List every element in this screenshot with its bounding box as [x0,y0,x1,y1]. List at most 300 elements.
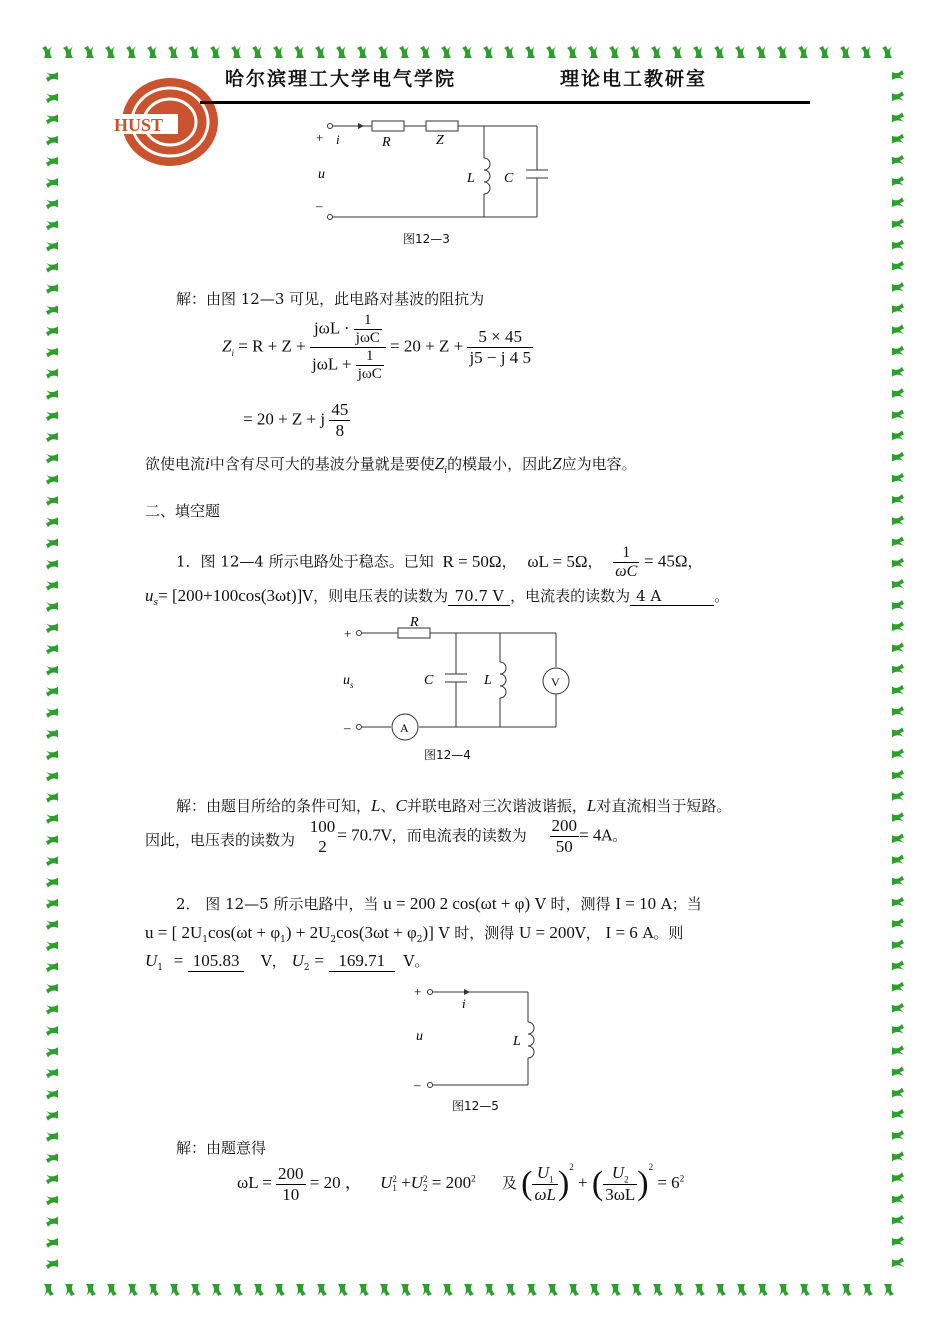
fig4-us: $u_s$ [343,673,354,690]
sol2-C: C [395,796,407,815]
q2-I-eq: I = 10 [615,894,657,913]
border-arrow-mark [892,452,904,462]
border-arrow-mark [892,91,904,101]
border-arrow-mark [546,46,556,58]
border-arrow-mark [46,220,58,230]
border-arrow-mark [422,1284,432,1296]
border-arrow-mark [884,1284,894,1296]
border-arrow-mark [569,1284,579,1296]
border-arrow-mark [46,984,58,994]
border-arrow-mark [892,982,904,992]
border-arrow-mark [443,1284,453,1296]
border-arrow-mark [892,197,904,207]
sol2-line2-c: A。 [601,826,628,845]
circuit-figure-12-4 [330,612,580,762]
eq2-part-a: = 20 + Z + j [243,409,326,429]
fraction-5x45 [467,327,533,368]
q2-U-eq: U = 200 [519,923,575,942]
border-arrow-mark [861,46,871,58]
border-arrow-mark [441,46,451,58]
big-fraction [310,312,386,383]
border-arrow-mark [46,114,58,124]
fig5-L: L [513,1034,521,1049]
fraction-45-8 [329,400,350,441]
fig4-C: C [424,673,434,688]
f2-num: 5 × 45 [467,327,533,348]
border-arrow-mark [892,112,904,122]
q2-u-eq: u = 200 2 cos(ωt + φ) [383,894,531,913]
border-arrow-mark [46,305,58,315]
q2-line2 [145,922,683,945]
border-arrow-mark [46,708,58,718]
border-arrow-mark [892,388,904,398]
q1-frac-n: 1 [613,544,639,563]
border-arrow-mark [46,623,58,633]
f1-den-f-n: 1 [356,348,384,366]
border-arrow-mark [294,46,304,58]
concl-b: 中含有尽可大的基波分量就是要使 [209,455,435,473]
border-arrow-mark [892,1172,904,1182]
border-arrow-mark [892,1003,904,1013]
border-arrow-mark [401,1284,411,1296]
border-arrow-mark [798,46,808,58]
border-arrow-mark [892,240,904,250]
sol2-line2-b: V，而电流表的读数为 [380,826,527,845]
fig4-minus: – [344,720,351,735]
sol3-f3-d: 3ωL [605,1185,636,1205]
border-arrow-mark [46,326,58,336]
q2-line1-b: V 时，测得 [534,895,611,913]
border-arrow-mark [46,1132,58,1142]
border-arrow-mark [892,346,904,356]
border-arrow-mark [46,560,58,570]
border-arrow-mark [892,685,904,695]
sol3-intro: 解：由题意得 [176,1139,267,1157]
sol3-U2: U [410,1173,424,1192]
border-arrow-mark [46,962,58,972]
sol3-eq2-sup: 2 [471,1173,476,1184]
q2-l2-m3: cos(3ωt + φ [336,923,417,942]
sol3-U1-sub: 1 [392,1183,397,1194]
border-arrow-mark [548,1284,558,1296]
q1-f-eq: = 45Ω [644,551,688,571]
concl-i: i [205,454,210,473]
eq1-part-a: = R + Z + [238,336,306,356]
fig3-u: u [318,167,325,182]
border-arrow-mark [46,1047,58,1057]
q2-sub3: 2 [330,935,337,945]
sol3-f3-n-sub: 2 [624,1174,629,1185]
border-arrow-mark [296,1284,306,1296]
concl-Z: Z [434,454,445,473]
border-arrow-mark [46,666,58,676]
border-arrow-mark [693,46,703,58]
border-arrow-mark [892,494,904,504]
q1-wL: ωL = 5Ω [527,551,588,571]
q2-sub2: 1 [280,935,286,945]
border-arrow-mark [46,432,58,442]
border-arrow-mark [630,46,640,58]
border-arrow-mark [46,644,58,654]
concl-Z2: Z [552,454,562,473]
border-arrow-mark [46,814,58,824]
border-arrow-mark [892,939,904,949]
border-arrow-mark [892,579,904,589]
q1-us-eq: = [200+100cos(3ωt)] [158,586,303,605]
border-arrow-mark [892,367,904,377]
border-arrow-mark [46,1238,58,1248]
border-arrow-mark [317,1284,327,1296]
border-arrow-mark [756,46,766,58]
border-arrow-mark [128,1284,138,1296]
border-arrow-mark [892,1257,904,1267]
border-arrow-mark [892,1236,904,1246]
sol3-f2-d: ωL [534,1185,556,1205]
border-arrow-mark [46,72,58,82]
border-arrow-mark [46,93,58,103]
border-arrow-mark [254,1284,264,1296]
border-arrow-mark [892,791,904,801]
eq1-part-b: = 20 + Z + [390,336,464,356]
border-arrow-mark [892,261,904,271]
border-arrow-mark [46,750,58,760]
border-arrow-mark [882,46,892,58]
border-arrow-mark [210,46,220,58]
f3-den: 8 [335,421,345,440]
border-arrow-mark [892,409,904,419]
fig3-C: C [504,171,514,186]
sol3-f1-n: 200 [278,1163,304,1183]
border-arrow-mark [892,1151,904,1161]
sol2-line1 [176,795,731,816]
q2-eq1: = [173,951,184,970]
border-arrow-mark [892,727,904,737]
q2-line1-a: 2． 图 12—5 所示电路中，当 [176,895,379,913]
border-arrow-mark [892,960,904,970]
Zi-sub: i [231,347,234,358]
fig5-caption: 图12—5 [452,1099,499,1113]
border-arrow-mark [527,1284,537,1296]
border-arrow-mark [892,1045,904,1055]
q2-l2-m4: )] [422,923,434,942]
border-arrow-mark [420,46,430,58]
sol3-frac2 [532,1163,557,1205]
border-arrow-mark [590,1284,600,1296]
sol3-U1-sup: 2 [392,1174,397,1185]
border-arrow-mark [46,411,58,421]
border-arrow-mark [735,46,745,58]
sol3-f2-n-sub: 1 [549,1174,554,1185]
q1-R: R = 50Ω [442,551,502,571]
header-rule [200,101,810,104]
border-arrow-mark [892,218,904,228]
border-arrow-mark [63,46,73,58]
border-arrow-mark [892,430,904,440]
sol3-sq2: 2 [648,1162,654,1172]
border-arrow-mark [892,1130,904,1140]
border-arrow-mark [892,621,904,631]
sol2-frac2 [550,816,580,857]
border-arrow-mark [892,897,904,907]
sol1-equation-2 [243,400,350,441]
border-arrow-mark [46,1111,58,1121]
border-arrow-mark [892,134,904,144]
border-arrow-mark [892,473,904,483]
sol3-U1: U [380,1173,393,1192]
border-arrow-mark [892,812,904,822]
border-arrow-mark [525,46,535,58]
border-arrow-mark [462,46,472,58]
sol3-U2-sub: 2 [423,1183,428,1194]
border-arrow-mark [695,1284,705,1296]
border-arrow-mark [46,242,58,252]
border-arrow-mark [46,496,58,506]
border-arrow-mark [189,46,199,58]
q2-sub1: 1 [202,935,209,945]
border-arrow-mark [567,46,577,58]
border-arrow-mark [892,536,904,546]
q2-unit1: V， [260,952,287,970]
border-arrow-mark [46,475,58,485]
border-arrow-mark [46,899,58,909]
border-arrow-mark [779,1284,789,1296]
q2-line1-c: A；当 [660,895,702,913]
border-arrow-mark [46,517,58,527]
border-arrow-mark [46,878,58,888]
border-arrow-mark [233,1284,243,1296]
q2-U2-sub: 2 [303,963,310,973]
border-arrow-mark [892,833,904,843]
sol2-f2-eq: = 4 [579,825,602,845]
border-arrow-mark [46,856,58,866]
sol3-frac3 [603,1163,637,1205]
sol1-equation-1 [222,312,533,383]
border-arrow-mark [892,876,904,886]
sol2-f1-d: 2 [318,836,327,856]
fig3-i: i [336,132,340,147]
sol2-f2-n: 200 [551,816,578,835]
border-arrow-mark [65,1284,75,1296]
border-arrow-mark [892,70,904,80]
border-arrow-mark [892,1024,904,1034]
border-arrow-mark [46,1068,58,1078]
border-arrow-mark [892,770,904,780]
border-arrow-mark [892,303,904,313]
fig3-R: R [382,135,391,150]
q2-answer-U1: 105.83 [188,951,244,972]
border-arrow-mark [892,748,904,758]
border-arrow-mark [399,46,409,58]
border-arrow-mark [892,324,904,334]
border-arrow-mark [380,1284,390,1296]
border-arrow-mark [126,46,136,58]
border-arrow-mark [46,390,58,400]
concl-a: 欲使电流 [145,455,206,473]
header-right-title: 理论电工教研室 [560,68,708,90]
sol3-wL: ωL = [237,1173,272,1192]
border-arrow-mark [46,369,58,379]
border-arrow-mark [170,1284,180,1296]
sol3-plus2: + [578,1173,588,1192]
sol2-line1-b: 并联电路对三次谐波谐振， [406,797,587,815]
Zi-symbol: Z [222,336,232,356]
border-arrow-mark [892,282,904,292]
f1-num-f-d: jωC [355,330,380,346]
q2-line2-c: V， [574,924,601,942]
q1-line2-d: 。 [714,587,730,605]
sol2-line1-c: 对直流相当于短路。 [596,797,732,815]
q2-l2-m: cos(ωt + φ [208,923,281,942]
q2-line2-b: V 时，测得 [438,924,515,942]
sol1-conclusion: 欲使电流i中含有尽可大的基波分量就是要使$Z_i$的模最小，因此Z应为电容。 [145,454,637,476]
q2-unit2: V。 [403,952,430,970]
q1-answer-current: 4 A [630,587,714,606]
border-arrow-mark [105,46,115,58]
sol2-frac1 [308,817,338,857]
border-arrow-mark [275,1284,285,1296]
fig4-caption: 图12—4 [424,748,471,762]
border-arrow-mark [231,46,241,58]
fig4-R: R [410,615,419,630]
border-arrow-mark [46,348,58,358]
border-arrow-mark [315,46,325,58]
border-arrow-mark [464,1284,474,1296]
border-arrow-mark [46,729,58,739]
border-arrow-mark [336,46,346,58]
f2-den: j5 − j 4 5 [469,348,531,367]
sol3-eq2: = 200 [431,1173,472,1192]
border-arrow-mark [46,1196,58,1206]
border-arrow-mark [359,1284,369,1296]
sol3-f1-eq: = 20 ， [309,1173,362,1192]
sol3-f1-d: 10 [282,1184,300,1204]
sol3-eq3: = 6 [657,1173,680,1192]
border-arrow-mark [737,1284,747,1296]
circuit-figure-12-5 [410,982,550,1092]
q1-line1: 1．图 12—4 所示电路处于稳态。已知 R = 50Ω， ωL = 5Ω， $\frac{1}{\omega C}$ = 45Ω， [176,544,703,580]
border-arrow-mark [892,600,904,610]
fig5-u: u [416,1029,423,1044]
sol3-equations: ωL = $\frac{200}{10}$ = 20 ， U 2 1 +U 2 2 = $200^2$ 及 ( $\frac{U_1}{\omega L}$ )$^2$ + ( $\frac{U_2}{3\omega L}$ )$^2 = 6^2$ [237,1162,685,1205]
q2-line2-d: A。则 [642,924,684,942]
border-arrow-mark [46,1005,58,1015]
border-arrow-mark [672,46,682,58]
fig3-minus: – [316,198,323,213]
border-arrow-mark [892,642,904,652]
sol3-f2-n: U [536,1162,550,1182]
border-arrow-mark [378,46,388,58]
q1-us: u [145,586,154,605]
border-arrow-mark [46,263,58,273]
f3-num: 45 [331,400,349,419]
f1-num-f-n: 1 [354,312,382,330]
sol3-sq1: 2 [569,1162,574,1172]
border-arrow-mark [212,1284,222,1296]
sol2-L2: L [586,796,597,815]
sol3-plus: + [401,1173,411,1192]
border-arrow-mark [892,1088,904,1098]
border-arrow-mark [892,515,904,525]
border-arrow-mark [107,1284,117,1296]
q2-line1 [176,893,702,914]
border-arrow-mark [800,1284,810,1296]
sol3-f3-n: U [611,1162,625,1182]
ammeter-label: A [400,721,409,735]
border-arrow-mark [651,46,661,58]
border-arrow-mark [46,941,58,951]
border-arrow-mark [84,46,94,58]
border-arrow-mark [46,772,58,782]
fig5-plus: + [414,984,422,999]
q2-answer-U2: 169.71 [329,951,395,972]
border-arrow-mark [46,136,58,146]
border-arrow-mark [892,854,904,864]
q2-U1: U [145,951,158,970]
fig3-caption: 图12—3 [403,232,450,246]
border-arrow-mark [46,687,58,697]
concl-d: 应为电容。 [561,455,637,473]
q2-U2: U [291,951,304,970]
q1-line2-b: ，则电压表的读数为 [313,587,449,605]
border-arrow-mark [252,46,262,58]
border-arrow-mark [44,1284,54,1296]
voltmeter-label: V [551,675,560,689]
border-arrow-mark [840,46,850,58]
border-arrow-mark [149,1284,159,1296]
border-arrow-mark [357,46,367,58]
border-arrow-mark [168,46,178,58]
fig5-i: i [462,996,466,1011]
border-arrow-mark [46,793,58,803]
border-arrow-mark [46,835,58,845]
q2-I2-eq: I = 6 [605,923,638,942]
sol2-f1-n: 100 [309,816,336,836]
sol3-U2-sup: 2 [423,1174,428,1185]
fig4-L: L [484,673,492,688]
q2-eq2: = [314,951,324,970]
section-2-title: 二、填空题 [145,502,221,520]
border-arrow-mark [46,1259,58,1269]
q1-line2 [145,585,729,608]
border-arrow-mark [653,1284,663,1296]
border-arrow-mark [46,1090,58,1100]
q1-us-sub: s [153,598,159,608]
q1-unit-v: V [302,587,314,605]
fig3-L: L [467,171,475,186]
border-arrow-mark [588,46,598,58]
q2-U1-sub: 1 [157,963,164,973]
border-arrow-mark [892,176,904,186]
border-arrow-mark [716,1284,726,1296]
logo-text: HUST [114,115,164,135]
border-arrow-mark [892,918,904,928]
concl-c: 的模最小，因此 [447,455,553,473]
border-arrow-mark [483,46,493,58]
q2-l2-m2: ) + 2U [285,923,331,942]
border-arrow-mark [46,581,58,591]
sol2-line2 [145,816,627,857]
q1-line2-c: ，电流表的读数为 [510,587,631,605]
border-arrow-mark [609,46,619,58]
sol1-intro: 解：由图 12—3 可见，此电路对基波的阻抗为 [176,290,485,308]
border-arrow-mark [892,155,904,165]
header-left-title: 哈尔滨理工大学电气学院 [225,68,457,90]
border-arrow-mark [46,538,58,548]
q2-line3 [145,950,429,973]
border-arrow-mark [892,706,904,716]
sol3-eq3-sup: 2 [679,1173,685,1184]
border-arrow-mark [42,46,52,58]
